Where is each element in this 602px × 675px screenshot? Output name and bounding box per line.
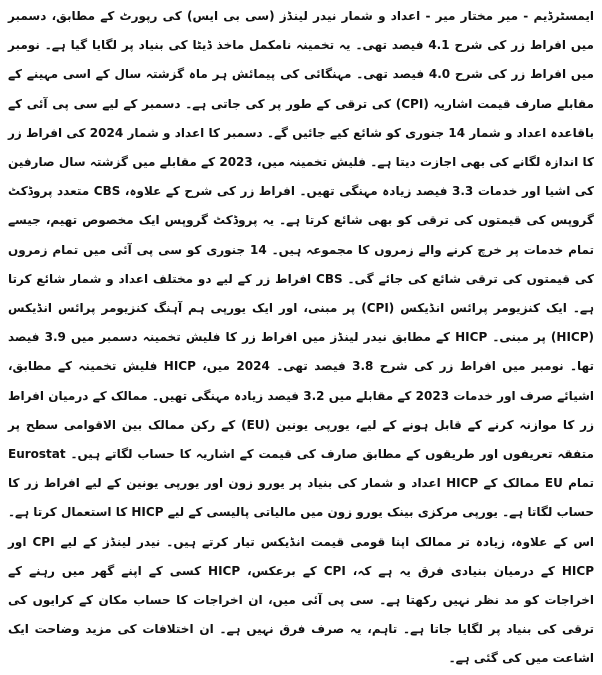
article-body: ایمسٹرڈیم - میر مختار میر - اعداد و شمار نیدر لینڈز (سی بی ایس) کی رپورٹ کے مطابق، دسمبر میں افراط زر کی شرح 4.1 فیصد تھی۔ یہ تخمینہ نامکمل ماخذ ڈیٹا کی بنیاد پر لگایا گیا ہے۔ نومبر میں افراط زر کی شرح 4.0 فیصد تھی۔ مہنگائی کی پیمائش ہر ماہ گزشتہ سال کے اسی مہینے کے مقابلے صارف قیمت اشاریہ (CPI) کی ترقی کے طور پر کی جاتی ہے۔ دسمبر کے لیے سی پی آئی کے باقاعدہ اعداد و شمار 14 جنوری کو شائع کیے جائیں گے۔ دسمبر کا اعداد و شمار 2024 کی افراط زر کا اندازہ لگانے کی بھی اجازت دیتا ہے۔ فلیش تخمینہ میں، 2023 کے مقابلے میں گزشتہ سال صارفین کی اشیا اور خدمات 3.3 فیصد زیادہ مہنگی تھیں۔ افراط زر کی شرح کے علاوہ، CBS متعدد پروڈکٹ گروپس کی قیمتوں کی ترقی کو بھی شائع کرتا ہے۔ یہ پروڈکٹ گروپس ایک مخصوص تھیم، جیسے تمام خدمات پر خرچ کرنے والے زمروں کا مجموعہ ہیں۔ 14 جنوری کو سی پی آئی میں تمام زمروں کی قیمتوں کی ترقی شائع کی جائے گی۔ CBS افراط زر کے لیے دو مختلف اعداد و شمار شائع کرتا ہے۔ ایک کنزیومر پرائس انڈیکس (CPI) پر مبنی، اور ایک یورپی ہم آہنگ کنزیومر پرائس انڈیکس (HICP) پر مبنی۔ HICP کے مطابق نیدر لینڈز میں افراط زر کا فلیش تخمینہ دسمبر میں 3.9 فیصد تھا۔ نومبر میں افراط زر کی شرح 3.8 فیصد تھی۔ 2024 میں، HICP فلیش تخمینہ کے مطابق، اشیائے صرف اور خدمات 2023 کے مقابلے میں 3.2 فیصد زیادہ مہنگی تھیں۔ ممالک کے درمیان افراط زر کا موازنہ کرنے کے قابل ہونے کے لیے، یورپی یونین (EU) کے رکن ممالک بین الاقوامی سطح پر متفقہ تعریفوں اور طریقوں کے مطابق صارف کی قیمت کے اشاریہ کا حساب لگاتے ہیں۔ Eurostat تمام EU ممالک کے HICP اعداد و شمار کی بنیاد پر یورو زون اور یورپی یونین کے لیے افراط زر کا حساب لگاتا ہے۔ یورپی مرکزی بینک یورو زون میں مالیاتی پالیسی کے لیے HICP کا استعمال کرتا ہے۔ اس کے علاوہ، زیادہ تر ممالک اپنا قومی قیمت انڈیکس تیار کرتے ہیں۔ نیدر لینڈز کے لیے CPI اور HICP کے درمیان بنیادی فرق یہ ہے کہ، CPI کے برعکس، HICP کسی کے اپنے گھر میں رہنے کے اخراجات کو مد نظر نہیں رکھتا ہے۔ سی پی آئی میں، ان اخراجات کا حساب مکان کے کرایوں کی ترقی کی بنیاد پر لگایا جاتا ہے۔ تاہم، یہ صرف فرق نہیں ہے۔ ان اختلافات کی مزید وضاحت ایک اشاعت میں کی گئی ہے۔ [8,9,595,666]
